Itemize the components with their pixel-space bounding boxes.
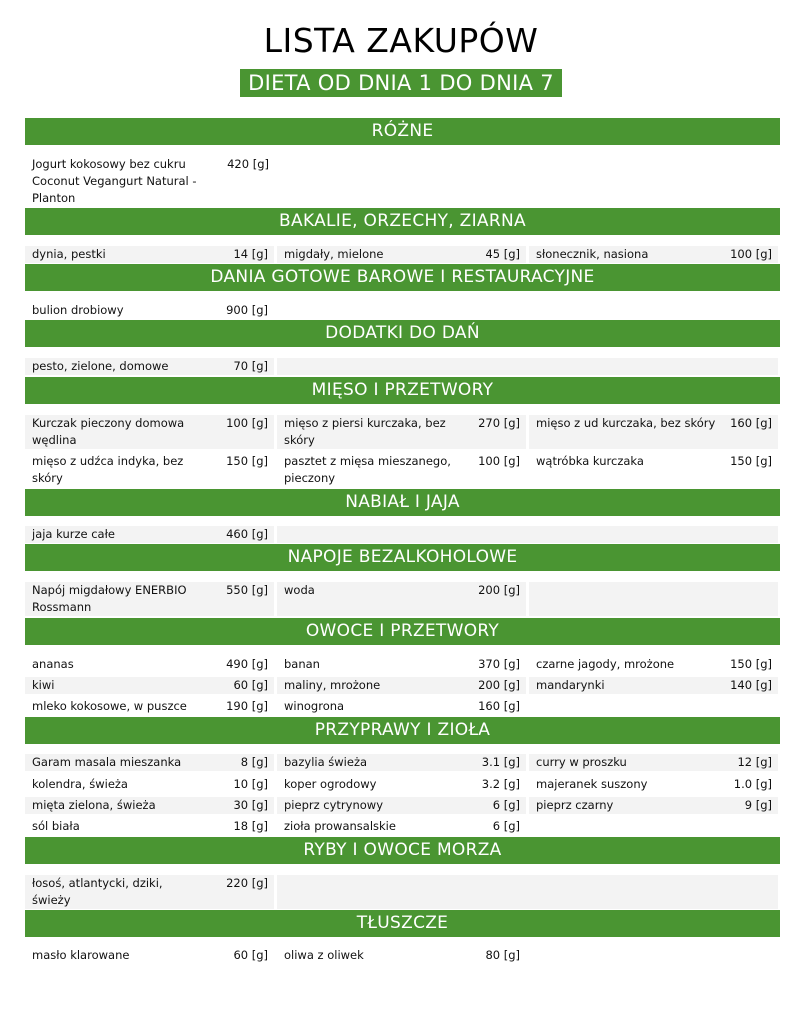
item-quantity: 420 [g]	[227, 157, 269, 171]
item-name: Napój migdałowy ENERBIO Rossmann	[32, 583, 187, 614]
section-header-tluszcze: TŁUSZCZE	[25, 910, 780, 937]
item-name: mandarynki	[536, 678, 605, 692]
item-quantity: 10 [g]	[233, 777, 268, 791]
item-name: banan	[284, 657, 320, 671]
list-item	[277, 818, 526, 835]
item-quantity: 160 [g]	[478, 699, 520, 713]
item-name: bulion drobiowy	[32, 303, 124, 317]
list-item	[25, 156, 275, 207]
page-title: LISTA ZAKUPÓW	[263, 21, 539, 60]
section-header-nabial: NABIAŁ I JAJA	[25, 489, 780, 516]
item-name: Jogurt kokosowy bez cukru Coconut Vegangurt Natural - Planton	[32, 157, 197, 205]
list-item	[25, 302, 274, 319]
item-name: kiwi	[32, 678, 55, 692]
list-item	[277, 776, 526, 793]
list-item	[277, 246, 526, 263]
item-quantity: 190 [g]	[226, 699, 268, 713]
item-name: jaja kurze całe	[32, 527, 115, 541]
section-header-ryby: RYBY I OWOCE MORZA	[25, 837, 780, 864]
list-item	[25, 875, 274, 909]
section-header-rozne: RÓŻNE	[25, 118, 780, 145]
item-name: sól biała	[32, 819, 80, 833]
list-item	[277, 797, 526, 814]
list-item	[277, 754, 526, 771]
section-header-bakalie: BAKALIE, ORZECHY, ZIARNA	[25, 208, 780, 235]
list-item	[25, 656, 274, 673]
item-name: mięso z piersi kurczaka, bez skóry	[284, 416, 446, 447]
item-name: majeranek suszony	[536, 777, 648, 791]
item-quantity: 100 [g]	[226, 416, 268, 430]
item-quantity: 70 [g]	[233, 359, 268, 373]
list-item	[529, 453, 778, 487]
item-quantity: 9 [g]	[744, 798, 772, 812]
item-quantity: 45 [g]	[485, 247, 520, 261]
list-item	[529, 797, 778, 814]
empty-row-fill	[529, 582, 778, 616]
item-name: winogrona	[284, 699, 345, 713]
item-name: maliny, mrożone	[284, 678, 381, 692]
list-item	[529, 776, 778, 793]
item-quantity: 100 [g]	[730, 247, 772, 261]
subtitle-container	[0, 69, 802, 97]
item-name: pesto, zielone, domowe	[32, 359, 169, 373]
item-name: mięso z ud kurczaka, bez skóry	[536, 416, 716, 430]
item-name: curry w proszku	[536, 755, 627, 769]
list-item	[277, 415, 526, 449]
item-quantity: 80 [g]	[485, 948, 520, 962]
item-quantity: 160 [g]	[730, 416, 772, 430]
item-name: koper ogrodowy	[284, 777, 377, 791]
item-quantity: 550 [g]	[226, 583, 268, 597]
item-quantity: 12 [g]	[737, 755, 772, 769]
item-quantity: 150 [g]	[730, 657, 772, 671]
item-quantity: 18 [g]	[233, 819, 268, 833]
item-name: bazylia świeża	[284, 755, 368, 769]
item-quantity: 150 [g]	[226, 454, 268, 468]
item-quantity: 1.0 [g]	[733, 777, 772, 791]
item-name: Kurczak pieczony domowa wędlina	[32, 416, 185, 447]
list-item	[277, 582, 526, 616]
item-name: masło klarowane	[32, 948, 130, 962]
item-name: mięta zielona, świeża	[32, 798, 156, 812]
item-quantity: 140 [g]	[730, 678, 772, 692]
section-header-mieso: MIĘSO I PRZETWORY	[25, 377, 780, 404]
item-quantity: 270 [g]	[478, 416, 520, 430]
empty-row-fill	[277, 875, 778, 909]
item-name: pasztet z mięsa mieszanego, pieczony	[284, 454, 451, 485]
item-name: migdały, mielone	[284, 247, 384, 261]
section-header-owoce: OWOCE I PRZETWORY	[25, 618, 780, 645]
item-name: dynia, pestki	[32, 247, 106, 261]
list-item	[529, 677, 778, 694]
diet-range-subtitle: DIETA OD DNIA 1 DO DNIA 7	[240, 69, 562, 97]
item-quantity: 100 [g]	[478, 454, 520, 468]
item-name: wątróbka kurczaka	[536, 454, 644, 468]
list-item	[277, 656, 526, 673]
item-name: zioła prowansalskie	[284, 819, 396, 833]
item-quantity: 14 [g]	[233, 247, 268, 261]
item-name: oliwa z oliwek	[284, 948, 364, 962]
item-quantity: 3.2 [g]	[481, 777, 520, 791]
item-quantity: 460 [g]	[226, 527, 268, 541]
item-name: kolendra, świeża	[32, 777, 128, 791]
list-item	[25, 818, 274, 835]
empty-row-fill	[277, 358, 778, 375]
section-header-dodatki: DODATKI DO DAŃ	[25, 320, 780, 347]
list-item	[25, 358, 274, 375]
list-item	[25, 677, 274, 694]
list-item	[529, 656, 778, 673]
item-quantity: 8 [g]	[240, 755, 268, 769]
list-item	[529, 415, 778, 449]
item-quantity: 6 [g]	[492, 798, 520, 812]
list-item	[277, 453, 526, 487]
empty-row-fill	[277, 526, 778, 543]
list-item	[25, 246, 274, 263]
item-quantity: 900 [g]	[226, 303, 268, 317]
item-quantity: 220 [g]	[226, 876, 268, 890]
list-item	[25, 754, 274, 771]
item-name: pieprz czarny	[536, 798, 614, 812]
list-item	[25, 797, 274, 814]
list-item	[25, 947, 274, 964]
item-quantity: 3.1 [g]	[481, 755, 520, 769]
list-item	[529, 754, 778, 771]
item-quantity: 200 [g]	[478, 583, 520, 597]
list-item	[529, 246, 778, 263]
item-name: czarne jagody, mrożone	[536, 657, 675, 671]
item-quantity: 60 [g]	[233, 948, 268, 962]
list-item	[277, 677, 526, 694]
item-quantity: 60 [g]	[233, 678, 268, 692]
item-name: ananas	[32, 657, 74, 671]
list-item	[25, 582, 274, 616]
item-quantity: 200 [g]	[478, 678, 520, 692]
list-item	[25, 526, 274, 543]
item-quantity: 6 [g]	[492, 819, 520, 833]
item-quantity: 370 [g]	[478, 657, 520, 671]
item-name: mleko kokosowe, w puszce	[32, 699, 187, 713]
section-header-przyprawy: PRZYPRAWY I ZIOŁA	[25, 717, 780, 744]
list-item	[25, 415, 274, 449]
item-quantity: 490 [g]	[226, 657, 268, 671]
section-header-dania-gotowe: DANIA GOTOWE BAROWE I RESTAURACYJNE	[25, 264, 780, 291]
item-name: Garam masala mieszanka	[32, 755, 182, 769]
item-name: łosoś, atlantycki, dziki, świeży	[32, 876, 163, 907]
list-item	[277, 947, 526, 964]
item-name: pieprz cytrynowy	[284, 798, 383, 812]
section-header-napoje: NAPOJE BEZALKOHOLOWE	[25, 544, 780, 571]
item-name: mięso z udźca indyka, bez skóry	[32, 454, 184, 485]
list-item	[25, 776, 274, 793]
list-item	[25, 453, 274, 487]
list-item	[277, 698, 526, 715]
item-quantity: 150 [g]	[730, 454, 772, 468]
item-name: woda	[284, 583, 315, 597]
item-name: słonecznik, nasiona	[536, 247, 649, 261]
list-item	[25, 698, 274, 715]
item-quantity: 30 [g]	[233, 798, 268, 812]
